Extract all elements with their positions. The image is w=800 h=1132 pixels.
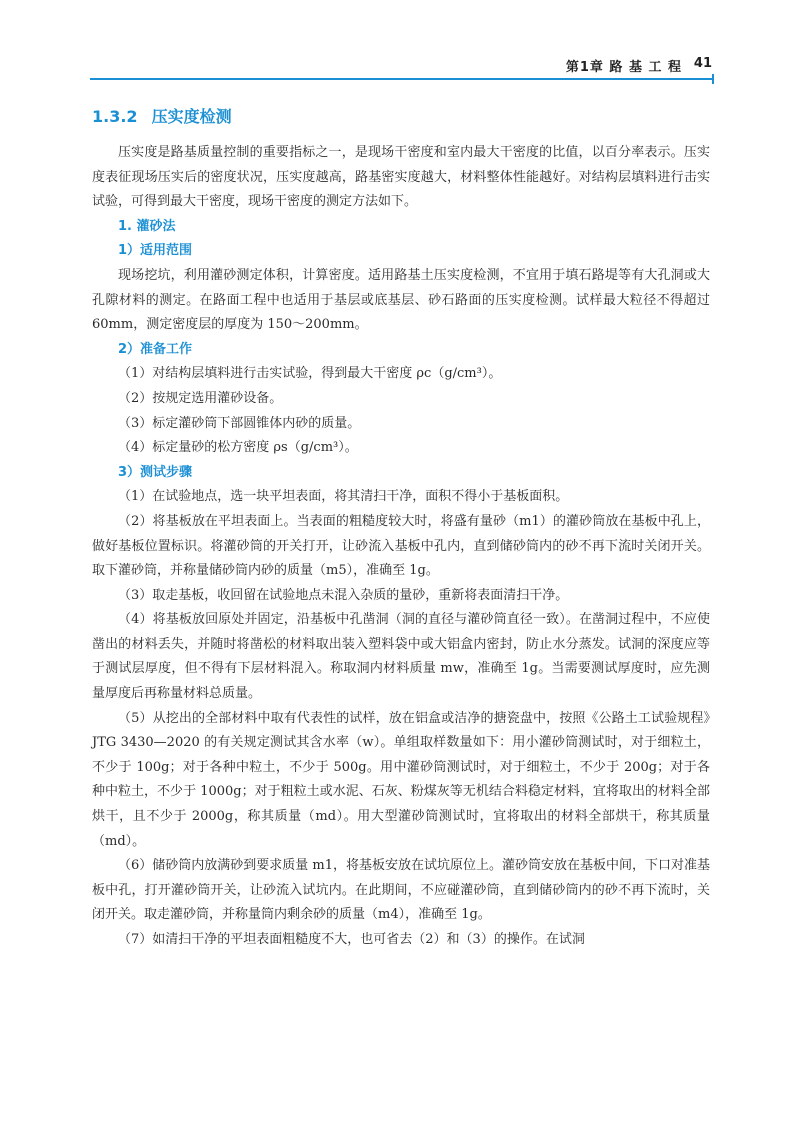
prep-item: （4）标定量砂的松方密度 ρs（g/cm³）。 <box>118 440 358 456</box>
prep-item: （1）对结构层填料进行击实试验，得到最大干密度 ρc（g/cm³）。 <box>118 366 502 382</box>
page-body <box>92 104 710 953</box>
section-title: 压实度检测 <box>151 107 232 126</box>
step-item: （2）将基板放在平坦表面上。当表面的粗糙度较大时，将盛有量砂（m1）的灌砂筒放在基板中孔上，做好基板位置标识。将灌砂筒的开关打开，让砂流入基板中孔内，直到储砂筒内的砂不再下流时关闭开关。取下灌砂筒，并称量储砂筒内砂的质量（m5），准确至 1g。 <box>92 513 710 579</box>
header-rule-tick <box>712 74 714 84</box>
section-heading <box>92 104 710 127</box>
prep-item: （2）按规定选用灌砂设备。 <box>118 390 283 406</box>
intro-paragraph: 压实度是路基质量控制的重要指标之一，是现场干密度和室内最大干密度的比值，以百分率表示。压实度表征现场压实后的密度状况，压实度越高，路基密实度越大，材料整体性能越好。对结构层填料进行击实试验，可得到最大干密度，现场干密度的测定方法如下。 <box>92 145 710 210</box>
prep-item: （3）标定灌砂筒下部圆锥体内砂的质量。 <box>118 415 361 431</box>
page-number: 41 <box>693 56 712 71</box>
header-rule <box>90 78 714 80</box>
step-item: （3）取走基板，收回留在试验地点未混入杂质的量砂，重新将表面清扫干净。 <box>118 587 569 603</box>
step-item: （4）将基板放回原处并固定，沿基板中孔凿洞（洞的直径与灌砂筒直径一致）。在凿洞过程中，不应使凿出的材料丢失，并随时将凿松的材料取出装入塑料袋中或大铝盒内密封，防止水分蒸发。试洞的深度应等于测试层厚度，但不得有下层材料混入。称取洞内材料质量 mw，准确至 1g。当需要测试厚度时，应先测量厚度后再称量材料总质量。 <box>92 612 710 702</box>
method-heading: 1. 灌砂法 <box>118 218 176 234</box>
steps-heading: 3）测试步骤 <box>118 464 193 480</box>
section-number: 1.3.2 <box>92 107 138 126</box>
scope-heading: 1）适用范围 <box>118 243 193 259</box>
step-item: （7）如清扫干净的平坦表面粗糙度不大，也可省去（2）和（3）的操作。在试洞 <box>118 932 585 947</box>
page-header <box>0 0 800 84</box>
step-item: （6）储砂筒内放满砂到要求质量 m1，将基板安放在试坑原位上。灌砂筒安放在基板中间，下口对准基板中孔，打开灌砂筒开关，让砂流入试坑内。在此期间，不应碰灌砂筒，直到储砂筒内的砂不再下流时，关闭开关。取走灌砂筒，并称量筒内剩余砂的质量（m4），准确至 1g。 <box>92 858 711 923</box>
prep-heading: 2）准备工作 <box>118 341 193 357</box>
scope-paragraph: 现场挖坑，利用灌砂测定体积，计算密度。适用路基土压实度检测，不宜用于填石路堤等有大孔洞或大孔隙材料的测定。在路面工程中也适用于基层或底基层、砂石路面的压实度检测。试样最大粒径不得超过 60mm，测定密度层的厚度为 150～200mm。 <box>92 267 710 333</box>
step-item: （5）从挖出的全部材料中取有代表性的试样，放在铝盒或洁净的搪瓷盘中，按照《公路土工试验规程》JTG 3430—2020 的有关规定测试其含水率（w）。单组取样数量如下：用小灌砂筒测试时，对于细粒土，不少于 100g；对于各种中粒土，不少于 500g。用中灌砂筒测试时，对于细粒土，不少于 200g；对于各种中粒土，不少于 1000g；对于粗粒土或水泥、石灰、粉煤灰等无机结合料稳定材料，宜将取出的材料全部烘干，且不少于 2000g，称其质量（md）。用大型灌砂筒测试时，宜将取出的材料全部烘干，称其质量（md）。 <box>92 710 710 849</box>
step-item: （1）在试验地点，选一块平坦表面，将其清扫干净，面积不得小于基板面积。 <box>118 489 569 505</box>
chapter-title: 第1章 路 基 工 程 <box>565 60 682 75</box>
